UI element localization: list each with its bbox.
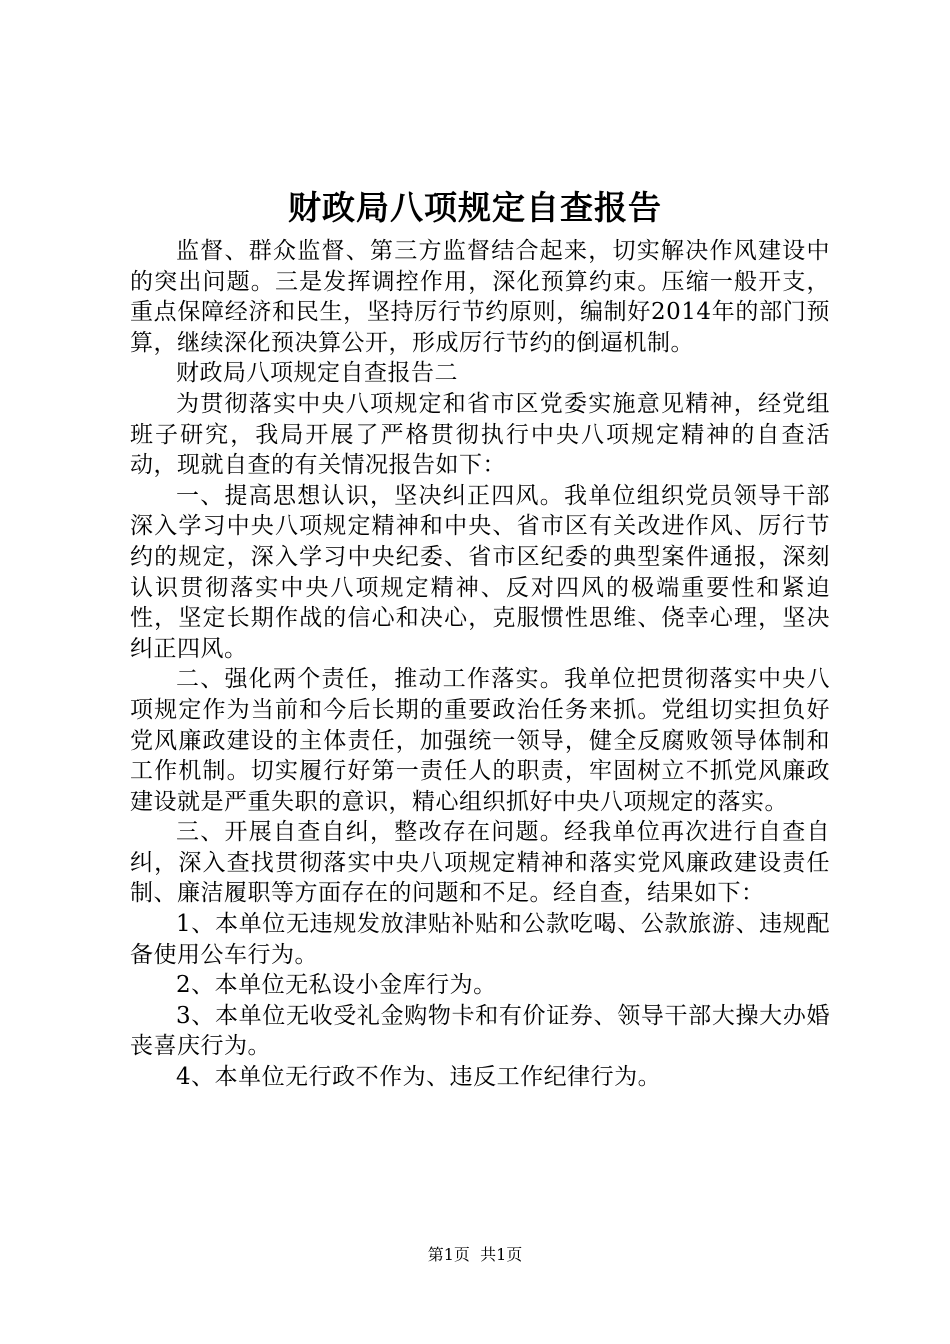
page-footer (0, 1244, 950, 1266)
list-item: 4、本单位无行政不作为、违反工作纪律行为。 (176, 1064, 662, 1091)
list-item: 2、本单位无私设小金库行为。 (176, 972, 497, 999)
list-item: 3、本单位无收受礼金购物卡和有价证券、领导干部大操大办婚丧喜庆行为。 (130, 1002, 830, 1060)
list-item: 1、本单位无违规发放津贴补贴和公款吃喝、公款旅游、违规配备使用公车行为。 (130, 911, 830, 968)
section-heading: 财政局八项规定自查报告二 (176, 360, 458, 387)
document-body (130, 236, 830, 1093)
paragraph: 一、提高思想认识，坚决纠正四风。我单位组织党员领导干部深入学习中央八项规定精神和中央、省市区有关改进作风、厉行节约的规定，深入学习中央纪委、省市区纪委的典型案件通报，深刻认识贯彻落实中央八项规定精神、反对四风的极端重要性和紧迫性，坚定长期作战的信心和决心，克服惯性思维、侥幸心理，坚决纠正四风。 (130, 482, 830, 662)
paragraph: 三、开展自查自纠，整改存在问题。经我单位再次进行自查自纠，深入查找贯彻落实中央八项规定精神和落实党风廉政建设责任制、廉洁履职等方面存在的问题和不足。经自查，结果如下： (130, 819, 830, 907)
document-title: 财政局八项规定自查报告 (288, 188, 662, 227)
page-total: 共1页 (480, 1245, 523, 1264)
paragraph: 监督、群众监督、第三方监督结合起来，切实解决作风建设中的突出问题。三是发挥调控作用，深化预算约束。压缩一般开支，重点保障经济和民生，坚持厉行节约原则，编制好2014年的部门预算，继续深化预决算公开，形成厉行节约的倒逼机制。 (130, 238, 830, 356)
paragraph: 为贯彻落实中央八项规定和省市区党委实施意见精神，经党组班子研究，我局开展了严格贯彻执行中央八项规定精神的自查活动，现就自查的有关情况报告如下： (130, 390, 830, 479)
page-number: 第1页 (427, 1245, 470, 1264)
paragraph: 二、强化两个责任，推动工作落实。我单位把贯彻落实中央八项规定作为当前和今后长期的重要政治任务来抓。党组切实担负好党风廉政建设的主体责任，加强统一领导，健全反腐败领导体制和工作机制。切实履行好第一责任人的职责，牢固树立不抓党风廉政建设就是严重失职的意识，精心组织抓好中央八项规定的落实。 (130, 666, 830, 815)
